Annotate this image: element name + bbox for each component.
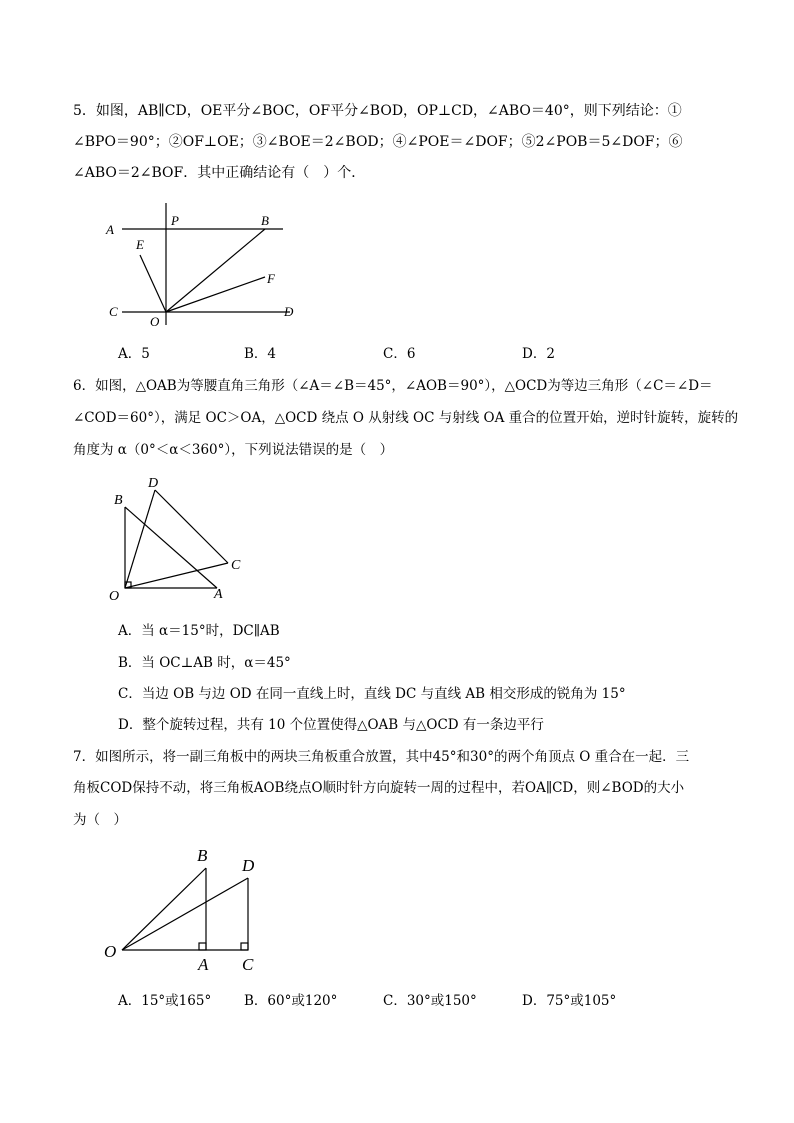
label-a-6: A (214, 587, 223, 602)
q6-option-d[interactable]: D．整个旋转过程，共有 10 个位置使得△OAB 与△OCD 有一条边平行 (118, 717, 544, 733)
label-c: C (109, 304, 118, 319)
q5-option-d[interactable]: D．2 (522, 346, 555, 362)
label-d-7: D (242, 856, 255, 875)
q6-option-c[interactable]: C．当边 OB 与边 OD 在同一直线上时，直线 DC 与直线 AB 相交形成的锐角为 15° (118, 686, 626, 702)
label-o-6: O (109, 589, 120, 604)
q7-option-b[interactable]: B．60°或120° (244, 993, 338, 1009)
label-c-7: C (242, 955, 254, 974)
q7-option-a[interactable]: A．15°或165° (118, 993, 212, 1009)
q6-option-a[interactable]: A．当 α＝15°时，DC∥AB (118, 623, 280, 639)
segment-of (166, 277, 265, 312)
label-a-7: A (198, 955, 209, 974)
label-e: E (136, 237, 144, 252)
label-c-6: C (231, 558, 241, 573)
label-b-6: B (114, 493, 123, 508)
q5-text-line-1: 5．如图，AB∥CD，OE平分∠BOC，OF平分∠BOD，OP⊥CD，∠ABO＝40°，则下列结论：① (73, 103, 682, 119)
q7-text-line-1: 7．如图所示，将一副三角板中的两块三角板重合放置，其中45°和30°的两个角顶点 O 重合在一起．三 (73, 749, 690, 765)
q7-option-d[interactable]: D．75°或105° (522, 993, 617, 1009)
label-p: P (171, 213, 179, 228)
label-o-7: O (104, 942, 117, 961)
label-b-7: B (197, 846, 208, 865)
segment-oe (140, 255, 166, 312)
label-o: O (150, 314, 160, 329)
right-angle-mark-c-7 (241, 943, 248, 950)
q5-option-a[interactable]: A．5 (118, 346, 150, 362)
q5-figure (100, 195, 310, 330)
q5-option-c[interactable]: C．6 (383, 346, 416, 362)
segment-ob (166, 229, 265, 312)
q5-option-b[interactable]: B．4 (244, 346, 277, 362)
q6-option-b[interactable]: B．当 OC⊥AB 时，α＝45° (118, 655, 291, 671)
right-angle-mark-a-7 (199, 943, 206, 950)
q6-text-line-1: 6．如图，△OAB为等腰直角三角形（∠A＝∠B＝45°，∠AOB＝90°），△OCD为等边三角形（∠C＝∠D＝ (73, 378, 713, 394)
label-a: A (106, 222, 114, 237)
q7-option-c[interactable]: C．30°或150° (383, 993, 477, 1009)
q5-text-line-2: ∠BPO＝90°；②OF⊥OE；③∠BOE＝2∠BOD；④∠POE＝∠DOF；⑤2∠POB＝5∠DOF；⑥ (73, 134, 683, 150)
segment-ab-6 (125, 507, 217, 588)
q6-text-line-3: 角度为 α（0°＜α＜360°），下列说法错误的是（ ） (73, 442, 394, 458)
label-d: D (284, 304, 294, 319)
q7-figure (100, 840, 270, 980)
label-d-6: D (148, 476, 159, 491)
q7-text-line-2: 角板COD保持不动，将三角板AOB绕点O顺时针方向旋转一周的过程中，若OA∥CD，则∠BOD的大小 (73, 780, 685, 796)
segment-dc-6 (155, 490, 228, 563)
label-b: B (261, 213, 269, 228)
segment-od-6 (125, 490, 155, 588)
q6-figure (100, 470, 260, 605)
q5-text-line-3: ∠ABO＝2∠BOF．其中正确结论有（ ）个． (73, 165, 366, 181)
q7-text-line-3: 为（ ） (73, 812, 127, 828)
q6-text-line-2: ∠COD＝60°），满足 OC＞OA，△OCD 绕点 O 从射线 OC 与射线 OA 重合的位置开始，逆时针旋转，旋转的 (73, 410, 739, 426)
label-f: F (267, 271, 275, 286)
